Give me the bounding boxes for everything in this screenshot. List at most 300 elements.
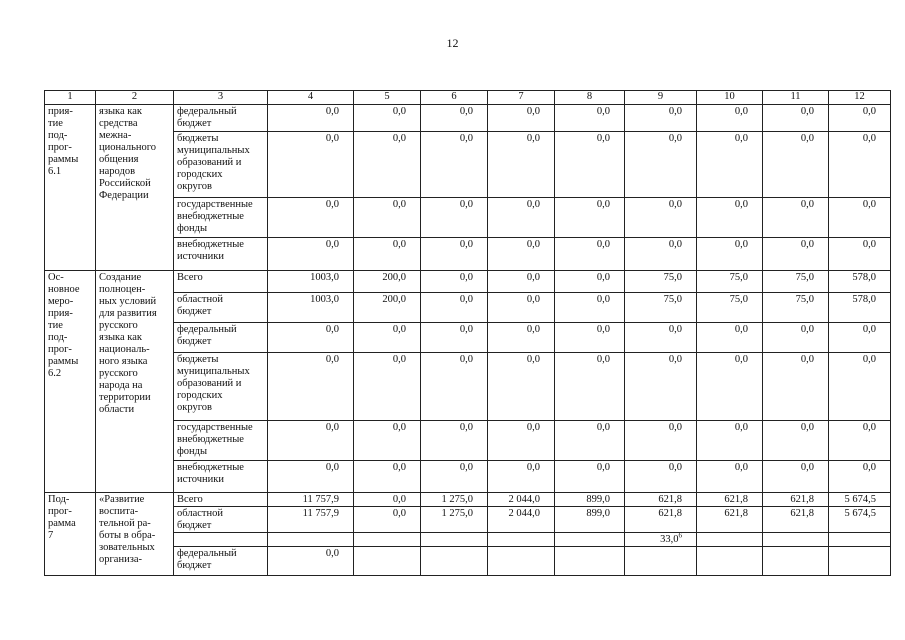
value-cell [268,421,354,461]
value-cell [829,323,891,353]
value-cell [555,461,625,493]
value-cell [488,198,555,238]
funding-source-line: округов [177,402,212,413]
value-cell [763,353,829,421]
value-text: 0,0 [526,239,540,250]
value-cell [354,507,421,533]
value-cell [555,271,625,293]
value-text: 11 757,9 [302,508,339,519]
value-text: 33,0 [660,534,679,545]
value-cell [268,323,354,353]
value-text: 0,0 [734,422,748,433]
value-cell [354,547,421,576]
value-cell [625,547,697,576]
value-cell [354,421,421,461]
value-text: 0,0 [392,508,406,519]
value-cell [268,238,354,271]
measure-name-line: ционального [99,142,157,153]
value-cell [555,323,625,353]
value-cell [555,547,625,576]
measure-code-line: рамма [48,518,76,529]
value-text: 1 275,0 [441,494,473,505]
value-text: 0,0 [459,199,473,210]
value-cell [697,533,763,547]
funding-source-line: бюджет [177,118,212,129]
value-text: 0,0 [596,354,610,365]
funding-source [174,323,268,353]
value-cell [555,132,625,198]
value-text: 0,0 [325,106,339,117]
value-cell [697,547,763,576]
value-cell [763,533,829,547]
column-header: 2 [96,91,174,105]
value-text: 0,0 [526,199,540,210]
funding-source [174,271,268,293]
value-cell [421,507,488,533]
value-text: 0,0 [392,324,406,335]
funding-source-line: государственные [177,422,253,433]
value-cell [829,547,891,576]
value-cell [421,293,488,323]
value-text: 0,0 [596,106,610,117]
value-text: 0,0 [862,106,876,117]
value-text: 0,0 [734,462,748,473]
value-cell [354,461,421,493]
value-cell [421,132,488,198]
value-text: 0,0 [392,239,406,250]
measure-name-line: общения [99,154,139,165]
measure-name-line: боты в обра- [99,530,156,541]
value-text: 0,0 [325,239,339,250]
value-cell [268,461,354,493]
value-text: 0,0 [392,422,406,433]
value-text: 5 674,5 [844,508,876,519]
value-cell [829,533,891,547]
column-header: 10 [697,91,763,105]
value-cell [829,105,891,132]
value-cell [829,353,891,421]
measure-code-line: раммы [48,356,79,367]
measure-name-line: языка как [99,106,142,117]
value-cell [268,493,354,507]
value-cell [488,323,555,353]
value-cell [697,353,763,421]
value-cell [268,547,354,576]
value-cell [625,271,697,293]
measure-name [96,105,174,271]
measure-code-line: под- [48,130,68,141]
value-text: 0,0 [862,354,876,365]
funding-source-line: федеральный [177,324,237,335]
value-text: 0,0 [392,106,406,117]
value-text: 621,8 [724,508,748,519]
value-text: 0,0 [596,294,610,305]
budget-table [44,90,891,576]
value-cell [697,132,763,198]
value-cell [268,533,354,547]
value-text: 0,0 [862,462,876,473]
value-cell [421,105,488,132]
value-cell [268,353,354,421]
value-cell [421,353,488,421]
measure-name-line: ного языка [99,356,148,367]
value-text: 0,0 [596,199,610,210]
footnote-mark: 6 [678,532,682,540]
value-cell [829,132,891,198]
value-cell [354,105,421,132]
value-text: 0,0 [526,272,540,283]
value-text: 75,0 [795,272,814,283]
funding-source-line: бюджеты [177,354,219,365]
value-text: 0,0 [734,239,748,250]
measure-code-line: 6.2 [48,368,62,379]
funding-source-line: образований и [177,157,242,168]
value-text: 75,0 [795,294,814,305]
value-cell [763,323,829,353]
value-text: 0,0 [800,422,814,433]
value-text: 0,0 [734,133,748,144]
funding-source-line: округов [177,181,212,192]
value-cell [488,421,555,461]
funding-source [174,533,268,547]
value-cell [555,198,625,238]
measure-code-line: под- [48,332,68,343]
value-text: 0,0 [459,294,473,305]
value-cell [625,507,697,533]
measure-name-line: тельной ра- [99,518,151,529]
value-text: 0,0 [325,199,339,210]
funding-source-line: образований и [177,378,242,389]
funding-source [174,238,268,271]
value-text: 200,0 [382,272,406,283]
value-cell [763,198,829,238]
measure-code-line: 7 [48,530,54,541]
value-text: 0,0 [800,199,814,210]
value-cell [697,198,763,238]
value-text: 0,0 [459,272,473,283]
value-cell [697,421,763,461]
value-text: 578,0 [852,272,876,283]
value-text: 621,8 [724,494,748,505]
value-cell [421,271,488,293]
measure-name-line: для развития [99,308,157,319]
value-cell [488,132,555,198]
funding-source-line: источники [177,251,224,262]
value-text: 621,8 [658,494,682,505]
funding-source [174,421,268,461]
value-cell [421,323,488,353]
measure-code-line: новное [48,284,80,295]
funding-source [174,293,268,323]
column-header: 11 [763,91,829,105]
value-text: 0,0 [325,354,339,365]
funding-source [174,132,268,198]
funding-source-line: фонды [177,223,208,234]
column-header: 6 [421,91,488,105]
value-cell [354,323,421,353]
value-text: 1003,0 [310,294,339,305]
funding-source [174,493,268,507]
value-text: 899,0 [586,508,610,519]
table-row [45,271,891,293]
value-cell [697,105,763,132]
value-text: 0,0 [459,324,473,335]
value-cell [697,238,763,271]
value-text: 0,0 [668,324,682,335]
funding-source-line: внебюджетные [177,239,244,250]
funding-source-line: городских [177,169,223,180]
table-row [45,493,891,507]
value-cell [268,271,354,293]
funding-source-line: федеральный [177,548,237,559]
value-text: 0,0 [526,422,540,433]
value-text: 0,0 [392,354,406,365]
value-cell [488,293,555,323]
value-cell [625,293,697,323]
value-cell [763,293,829,323]
value-text: 75,0 [663,294,682,305]
value-cell [763,421,829,461]
value-cell [625,323,697,353]
header-row [45,91,891,105]
value-cell [421,461,488,493]
measure-name-line: народа на [99,380,143,391]
value-cell [829,293,891,323]
value-text: 11 757,9 [302,494,339,505]
value-text: 0,0 [800,106,814,117]
funding-source-line: внебюджетные [177,462,244,473]
value-text: 0,0 [526,324,540,335]
measure-code-line: прия- [48,106,73,117]
value-text: 1 275,0 [441,508,473,519]
value-text: 0,0 [668,239,682,250]
value-cell [488,547,555,576]
value-cell [488,105,555,132]
funding-source-line: бюджет [177,560,212,571]
value-text: 0,0 [734,354,748,365]
measure-code-line: Под- [48,494,70,505]
value-cell [354,238,421,271]
funding-source-line: федеральный [177,106,237,117]
funding-source-line: муниципальных [177,366,250,377]
funding-source [174,353,268,421]
page-number: 12 [446,36,459,50]
funding-source-line: областной [177,294,223,305]
value-cell [268,105,354,132]
measure-code [45,271,96,493]
value-cell [555,493,625,507]
column-header: 12 [829,91,891,105]
value-cell [625,461,697,493]
value-text: 2 044,0 [508,494,540,505]
measure-name-line: средства [99,118,138,129]
value-cell [829,461,891,493]
value-cell [555,238,625,271]
value-text: 5 674,5 [844,494,876,505]
funding-source-line: внебюджетные [177,434,244,445]
value-cell [829,271,891,293]
measure-name-line: организа- [99,554,143,565]
funding-source-line: фонды [177,446,208,457]
column-header: 5 [354,91,421,105]
value-cell [354,353,421,421]
measure-name-line: Создание [99,272,142,283]
measure-code-line: прог- [48,344,72,355]
value-text: 621,8 [790,508,814,519]
value-text: 0,0 [325,548,339,559]
value-cell [829,493,891,507]
funding-source-line: бюджет [177,520,212,531]
value-text: 0,0 [668,422,682,433]
value-text: 0,0 [596,272,610,283]
value-cell [268,132,354,198]
funding-source-line: источники [177,474,224,485]
value-text: 0,0 [526,106,540,117]
value-text: 0,0 [596,422,610,433]
column-header: 7 [488,91,555,105]
value-cell [763,105,829,132]
value-cell [421,238,488,271]
value-cell [488,507,555,533]
value-cell [268,293,354,323]
value-text: 0,0 [862,199,876,210]
measure-name-line: «Развитие [99,494,145,505]
funding-source-line: государственные [177,199,253,210]
value-text: 2 044,0 [508,508,540,519]
measure-name-line: русского [99,368,138,379]
value-text: 0,0 [862,239,876,250]
value-cell [555,421,625,461]
value-text: 0,0 [800,133,814,144]
value-text: 0,0 [459,422,473,433]
value-text: 0,0 [800,354,814,365]
value-cell [555,507,625,533]
value-cell [697,461,763,493]
measure-name-line: области [99,404,135,415]
value-cell [354,493,421,507]
value-text: 0,0 [526,354,540,365]
value-text: 899,0 [586,494,610,505]
funding-source-line: бюджет [177,336,212,347]
value-text: 0,0 [325,324,339,335]
value-text: 0,0 [668,133,682,144]
value-cell [625,493,697,507]
value-cell [354,132,421,198]
measure-name-line: ных условий [99,296,157,307]
measure-code-line: прог- [48,142,72,153]
value-text: 621,8 [658,508,682,519]
value-text: 75,0 [729,294,748,305]
value-cell [354,271,421,293]
value-cell [697,323,763,353]
value-cell [829,507,891,533]
funding-source [174,105,268,132]
funding-source-line: муниципальных [177,145,250,156]
value-cell [268,198,354,238]
value-text: 0,0 [862,422,876,433]
value-text: 0,0 [668,106,682,117]
value-text: 578,0 [852,294,876,305]
measure-name-line: русского [99,320,138,331]
measure-name-line: Российской [99,178,151,189]
value-text: 0,0 [392,133,406,144]
value-text: 0,0 [734,106,748,117]
value-text: 0,0 [800,239,814,250]
measure-code-line: 6.1 [48,166,62,177]
value-cell [555,353,625,421]
value-text: 0,0 [800,462,814,473]
funding-source [174,461,268,493]
value-cell [555,293,625,323]
value-text: 0,0 [862,324,876,335]
value-text: 0,0 [734,324,748,335]
column-header: 9 [625,91,697,105]
table-row [45,105,891,132]
column-header: 8 [555,91,625,105]
funding-source-line: бюджет [177,306,212,317]
value-cell [697,271,763,293]
value-text: 1003,0 [310,272,339,283]
value-text: 200,0 [382,294,406,305]
value-cell [421,493,488,507]
value-text: 0,0 [459,106,473,117]
value-cell [488,533,555,547]
value-cell [354,293,421,323]
value-cell [697,293,763,323]
value-cell [625,238,697,271]
column-header: 3 [174,91,268,105]
measure-code-line: тие [48,320,63,331]
value-text: 75,0 [729,272,748,283]
funding-source-line: городских [177,390,223,401]
value-text: 0,0 [734,199,748,210]
funding-source-line: Всего [177,494,203,505]
value-cell [488,461,555,493]
value-text: 0,0 [526,294,540,305]
value-cell [268,507,354,533]
value-cell [421,533,488,547]
value-cell [763,507,829,533]
value-text: 0,0 [459,239,473,250]
funding-source [174,198,268,238]
value-text: 0,0 [325,462,339,473]
value-text: 0,0 [668,354,682,365]
value-cell [763,132,829,198]
value-cell [763,238,829,271]
value-cell [697,493,763,507]
measure-code-line: прог- [48,506,72,517]
value-cell [488,238,555,271]
value-cell [625,105,697,132]
value-cell [763,547,829,576]
value-text: 0,0 [325,422,339,433]
funding-source-line: внебюджетные [177,211,244,222]
measure-name-line: националь- [99,344,150,355]
value-cell [421,547,488,576]
value-cell [421,421,488,461]
value-text: 0,0 [800,324,814,335]
value-cell [829,198,891,238]
funding-source-line: Всего [177,272,203,283]
value-text: 0,0 [526,133,540,144]
value-cell [625,533,697,547]
funding-source-line: бюджеты [177,133,219,144]
value-cell [829,238,891,271]
value-text: 75,0 [663,272,682,283]
measure-code-line: раммы [48,154,79,165]
value-cell [763,271,829,293]
value-text: 0,0 [668,199,682,210]
